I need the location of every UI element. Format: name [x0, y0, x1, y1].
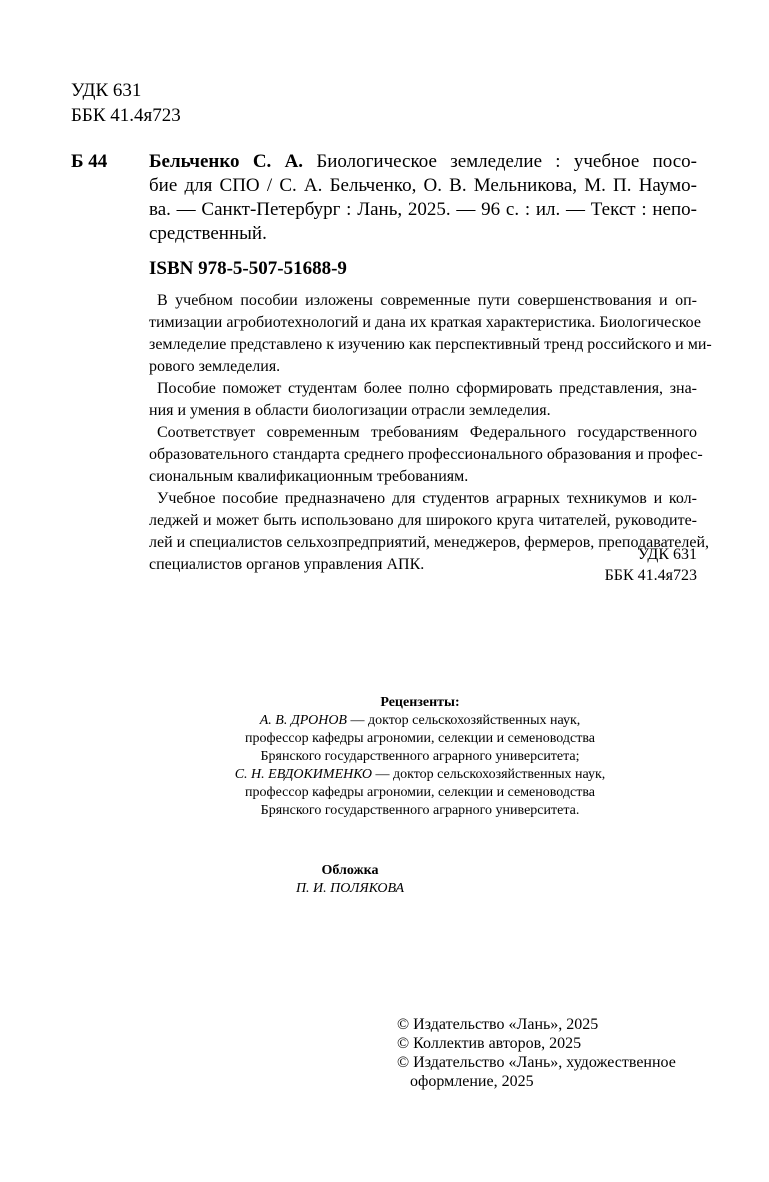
author-name: Бельченко С. А.	[149, 151, 304, 172]
copyright-line: оформление, 2025	[410, 1073, 534, 1090]
classification-codes	[71, 78, 181, 128]
abstract-line: лей и специалистов сельхозпредприятий, менеджеров, фермеров, преподавателей,	[149, 534, 710, 551]
reviewer-1-degree: — доктор сельскохозяйственных наук,	[346, 713, 581, 728]
abstract	[149, 290, 712, 576]
abstract-line: леджей и может быть использовано для широкого круга читателей, руководите-	[149, 512, 697, 529]
bib-line-2: бие для СПО / С. А. Бельченко, О. В. Мельникова, М. П. Наумо-	[149, 175, 697, 196]
abstract-line: Соответствует современным требованиям Федерального государственного	[157, 424, 697, 441]
copyright-line: © Издательство «Лань», художественное	[397, 1054, 676, 1071]
reviewer-2-name: С. Н. ЕВДОКИМЕНКО	[234, 767, 372, 782]
reviewer-2-line-2: профессор кафедры агрономии, селекции и семеноводства	[245, 785, 595, 800]
isbn: ISBN 978-5-507-51688-9	[149, 258, 347, 279]
cover-designer: П. И. ПОЛЯКОВА	[295, 881, 405, 896]
reviewers-heading: Рецензенты:	[380, 695, 460, 710]
title-start: Биологическое земледелие : учебное посо-	[316, 151, 698, 172]
bib-line-1	[149, 150, 697, 174]
copyright-line: © Издательство «Лань», 2025	[397, 1016, 599, 1033]
abstract-line: В учебном пособии изложены современные пути совершенствования и оп-	[157, 292, 697, 309]
abstract-line: специалистов органов управления АПК.	[149, 556, 425, 573]
abstract-line: тимизации агробиотехнологий и дана их краткая характеристика. Биологическое	[149, 314, 701, 331]
reviewer-1-name: А. В. ДРОНОВ	[259, 713, 347, 728]
reviewer-1-line-2: профессор кафедры агрономии, селекции и семеноводства	[245, 731, 595, 746]
cover-credit	[170, 862, 530, 898]
bbk-code: ББК 41.4я723	[71, 105, 181, 126]
reviewer-2-degree: — доктор сельскохозяйственных наук,	[372, 767, 606, 782]
bib-line-3: ва. — Санкт-Петербург : Лань, 2025. — 96 с. : ил. — Текст : непо-	[149, 199, 697, 220]
copyright-line: © Коллектив авторов, 2025	[397, 1035, 582, 1052]
udk-code-right: УДК 631	[637, 546, 697, 563]
abstract-line: ния и умения в области биологизации отрасли земледелия.	[149, 402, 551, 419]
reviewer-2-line-1	[170, 766, 670, 784]
abstract-line: сиональным квалификационным требованиям.	[149, 468, 469, 485]
abstract-line: образовательного стандарта среднего профессионального образования и профес-	[149, 446, 703, 463]
bib-line-4: средственный.	[149, 223, 267, 244]
bibliographic-record	[149, 150, 697, 246]
author-mark: Б 44	[71, 151, 108, 172]
cover-heading: Обложка	[321, 863, 379, 878]
bbk-code-right: ББК 41.4я723	[604, 567, 697, 584]
abstract-line: Пособие поможет студентам более полно сформировать представления, зна-	[157, 380, 697, 397]
reviewer-2-line-3: Брянского государственного аграрного университета.	[260, 803, 580, 818]
abstract-line: земледелие представлено к изучению как перспективный тренд российского и ми-	[149, 336, 712, 353]
reviewer-1-line-1	[170, 712, 670, 730]
classification-codes-right	[560, 544, 697, 586]
abstract-line: Учебное пособие предназначено для студентов аграрных техникумов и кол-	[157, 490, 697, 507]
copyright-block	[397, 1015, 707, 1091]
udk-code: УДК 631	[71, 80, 142, 101]
reviewer-1-line-3: Брянского государственного аграрного университета;	[260, 749, 580, 764]
reviewers-block	[170, 694, 670, 820]
abstract-line: рового земледелия.	[149, 358, 281, 375]
